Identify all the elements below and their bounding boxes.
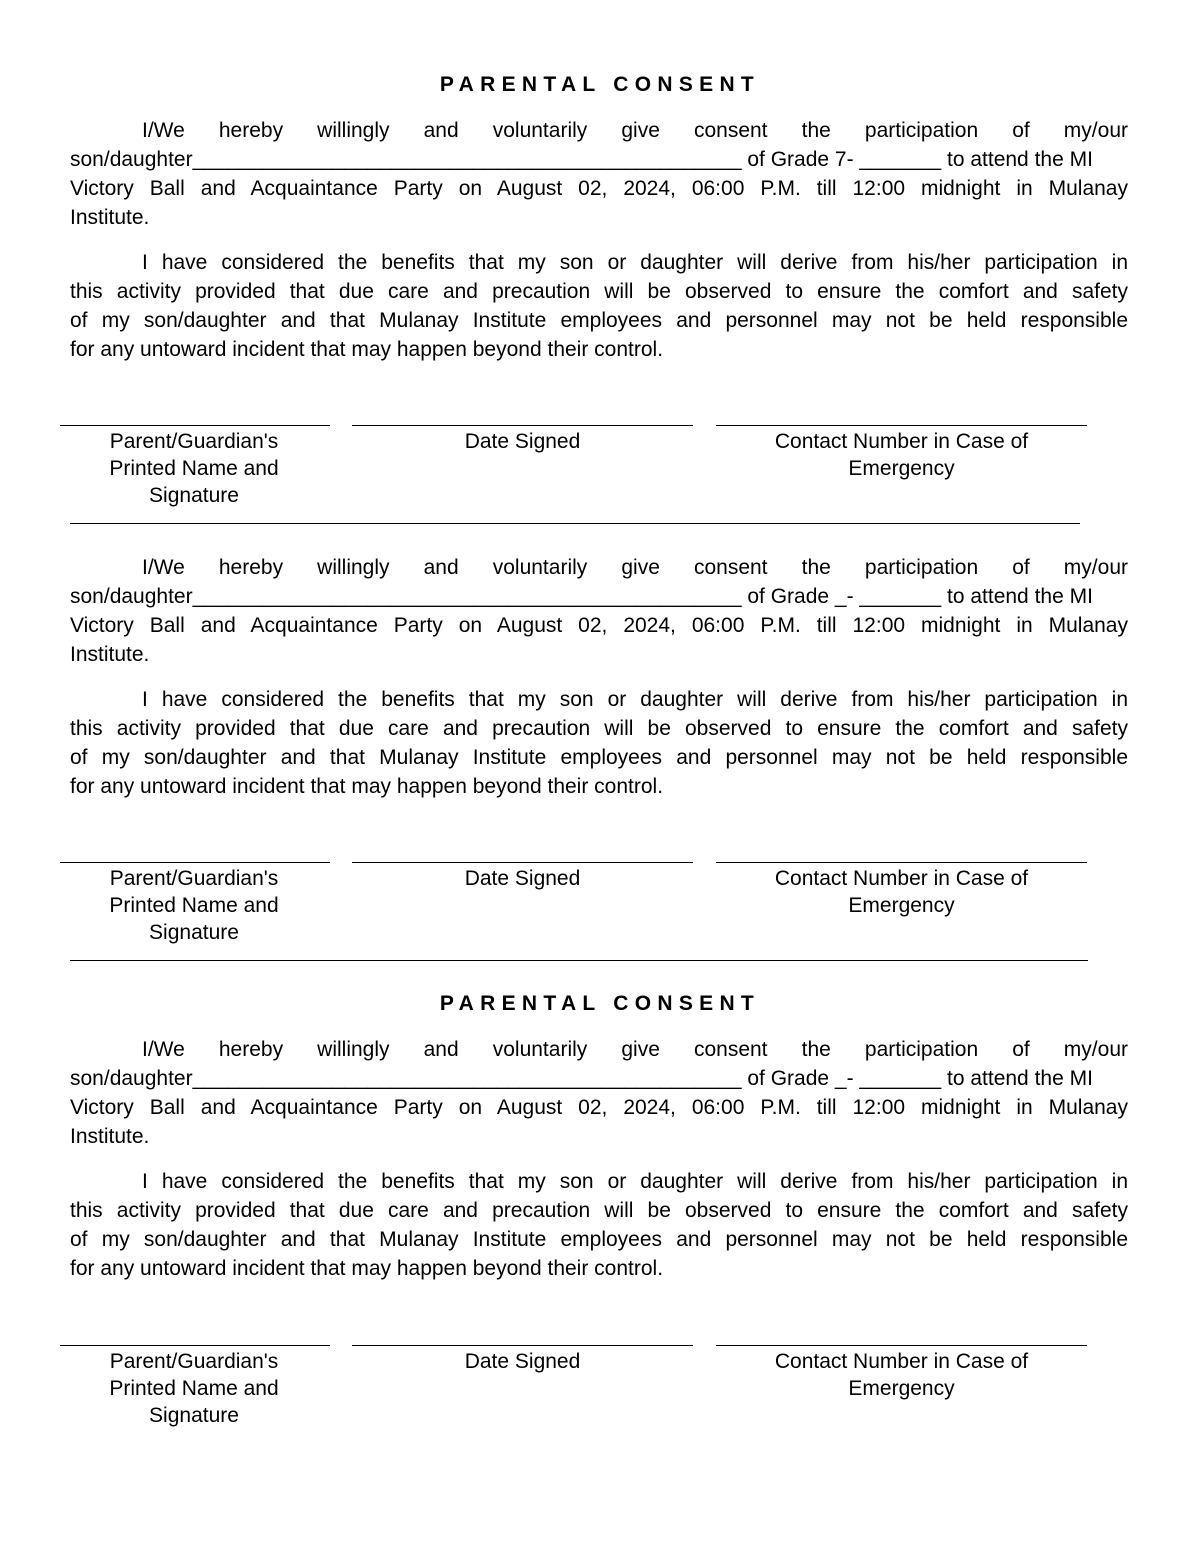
form-1-date-signed-label: Date Signed xyxy=(464,430,581,453)
form-2-p1-line4: Institute. xyxy=(70,643,150,666)
form-1-p2-line1: I have considered the benefits that my son or daughter will derive from his/her participation in xyxy=(142,251,1128,274)
form-2-p2-line1: I have considered the benefits that my son or daughter will derive from his/her participation in xyxy=(142,688,1128,711)
form-2-name-signature-label: Parent/Guardian's Printed Name and Signature xyxy=(109,867,279,944)
form-3-p1-line4: Institute. xyxy=(70,1125,150,1148)
cut-line-2 xyxy=(70,960,1088,961)
form-1-name-signature-label: Parent/Guardian's Printed Name and Signature xyxy=(109,430,279,507)
form-3-p2-line4: for any untoward incident that may happen beyond their control. xyxy=(70,1257,664,1280)
form-2-date-signed-line[interactable] xyxy=(352,862,693,863)
form-1-contact-number-line[interactable] xyxy=(716,425,1087,426)
form-1-p2-line2: this activity provided that due care and precaution will be observed to ensure the comfort and safety xyxy=(70,280,1128,303)
form-1-p2-line4: for any untoward incident that may happen beyond their control. xyxy=(70,338,664,361)
form-3-title: PARENTAL CONSENT xyxy=(439,992,761,1015)
form-2-p1-line2: son/daughter_______________________________________________ of Grade _- _______ to attend the MI xyxy=(70,585,1093,608)
form-3-date-signed-line[interactable] xyxy=(352,1345,693,1346)
form-2-p2-line2: this activity provided that due care and precaution will be observed to ensure the comfort and safety xyxy=(70,717,1128,740)
form-1-p1-line4: Institute. xyxy=(70,206,150,229)
form-1-title: PARENTAL CONSENT xyxy=(439,73,761,96)
form-3-contact-number-line[interactable] xyxy=(716,1345,1087,1346)
form-2-date-signed-label: Date Signed xyxy=(464,867,581,890)
form-3-p2-line2: this activity provided that due care and precaution will be observed to ensure the comfort and safety xyxy=(70,1199,1128,1222)
form-3-date-signed-label: Date Signed xyxy=(464,1350,581,1373)
form-1-p1-line2: son/daughter_______________________________________________ of Grade 7- _______ to attend the MI xyxy=(70,148,1093,171)
form-3-name-signature-label: Parent/Guardian's Printed Name and Signature xyxy=(109,1350,279,1427)
form-2-contact-number-label: Contact Number in Case of Emergency xyxy=(774,867,1029,917)
form-3-p1-line3: Victory Ball and Acquaintance Party on August 02, 2024, 06:00 P.M. till 12:00 midnight in Mulanay xyxy=(70,1096,1128,1119)
form-3-contact-number-label: Contact Number in Case of Emergency xyxy=(774,1350,1029,1400)
cut-line-1 xyxy=(70,523,1080,524)
form-1-p1-line1: I/We hereby willingly and voluntarily give consent the participation of my/our xyxy=(142,119,1128,142)
form-1-p1-line3: Victory Ball and Acquaintance Party on August 02, 2024, 06:00 P.M. till 12:00 midnight in Mulanay xyxy=(70,177,1128,200)
form-1-date-signed-line[interactable] xyxy=(352,425,693,426)
form-1-name-signature-line[interactable] xyxy=(60,425,330,426)
form-1-contact-number-label: Contact Number in Case of Emergency xyxy=(774,430,1029,480)
form-2-p1-line1: I/We hereby willingly and voluntarily give consent the participation of my/our xyxy=(142,556,1128,579)
form-3-p2-line1: I have considered the benefits that my son or daughter will derive from his/her participation in xyxy=(142,1170,1128,1193)
form-3-p1-line2: son/daughter_______________________________________________ of Grade _- _______ to attend the MI xyxy=(70,1067,1093,1090)
form-2-contact-number-line[interactable] xyxy=(716,862,1087,863)
form-3-p2-line3: of my son/daughter and that Mulanay Institute employees and personnel may not be held responsible xyxy=(70,1228,1128,1251)
form-3-name-signature-line[interactable] xyxy=(60,1345,330,1346)
form-1-p2-line3: of my son/daughter and that Mulanay Institute employees and personnel may not be held responsible xyxy=(70,309,1128,332)
form-2-p1-line3: Victory Ball and Acquaintance Party on August 02, 2024, 06:00 P.M. till 12:00 midnight in Mulanay xyxy=(70,614,1128,637)
form-2-p2-line4: for any untoward incident that may happen beyond their control. xyxy=(70,775,664,798)
form-2-p2-line3: of my son/daughter and that Mulanay Institute employees and personnel may not be held responsible xyxy=(70,746,1128,769)
form-3-p1-line1: I/We hereby willingly and voluntarily give consent the participation of my/our xyxy=(142,1038,1128,1061)
form-2-name-signature-line[interactable] xyxy=(60,862,330,863)
